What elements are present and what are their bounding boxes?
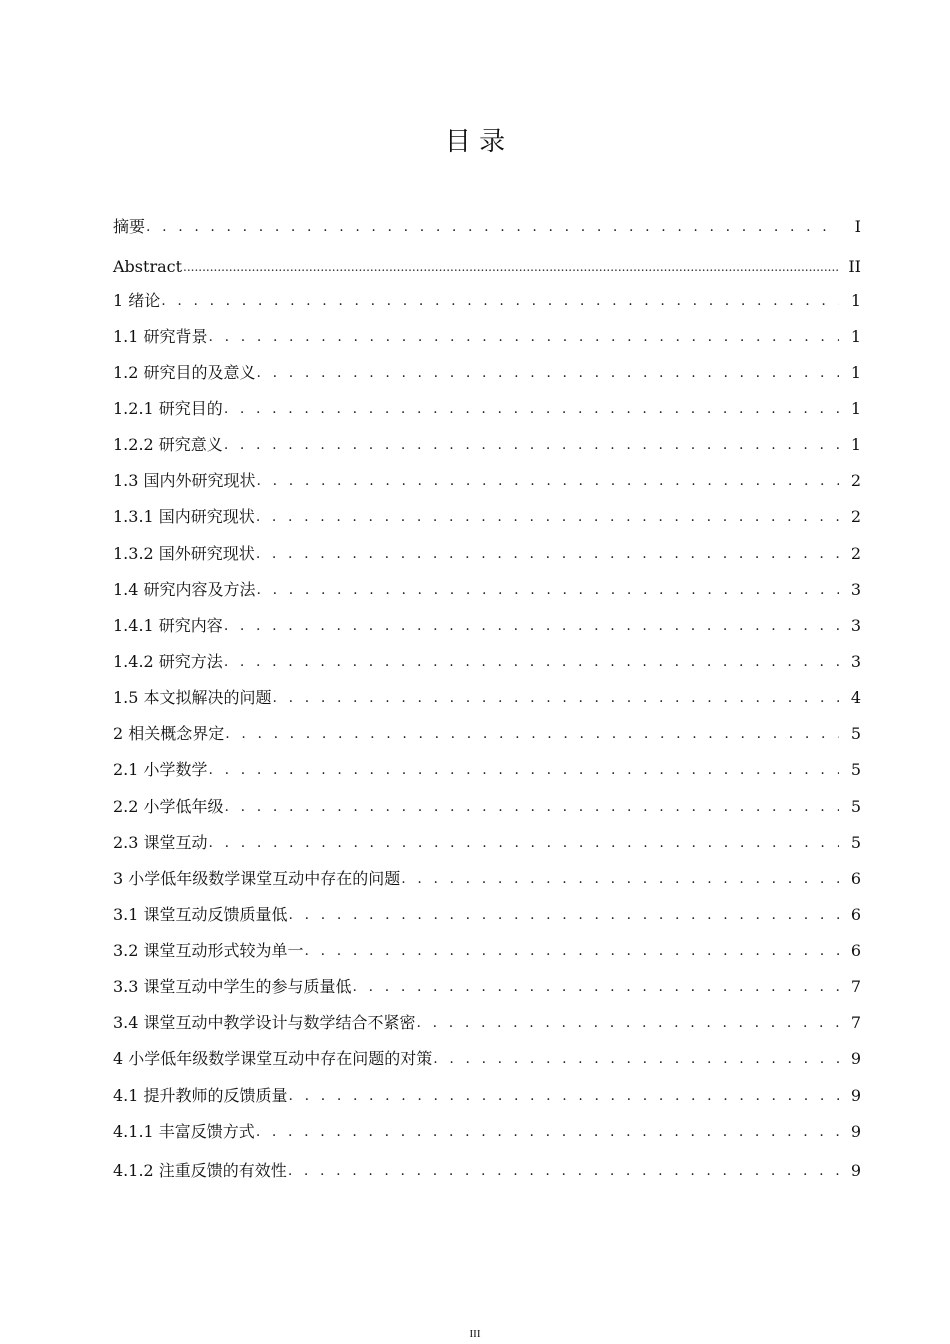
toc-entry-label: 1.4 研究内容及方法 (113, 580, 256, 599)
toc-entry-label: 1.2.2 研究意义 (113, 435, 223, 454)
toc-entry-label: 1 绪论 (113, 291, 161, 310)
toc-leader-dots (257, 363, 839, 383)
toc-leader-dots (353, 977, 839, 997)
toc-entry[interactable] (113, 503, 861, 527)
toc-leader-dots (224, 652, 839, 672)
toc-entry-label: 1.2.1 研究目的 (113, 399, 223, 418)
toc-entry[interactable] (113, 1118, 861, 1142)
toc-leader-dots (305, 941, 839, 961)
toc-entry-page: 4 (850, 688, 861, 707)
toc-leader-dots (256, 1122, 839, 1142)
toc-entry-label: 3 小学低年级数学课堂互动中存在的问题 (113, 869, 401, 888)
toc-entry-label: 摘要 (113, 217, 146, 236)
toc-entry-label: Abstract (113, 257, 183, 276)
toc-entry-label: 3.4 课堂互动中教学设计与数学结合不紧密 (113, 1013, 416, 1032)
toc-leader-dots (225, 797, 839, 817)
toc-entry[interactable] (113, 540, 861, 564)
toc-entry-label: 1.5 本文拟解决的问题 (113, 688, 272, 707)
toc-entry-page: 2 (850, 507, 861, 526)
toc-leader-dots (224, 399, 839, 419)
toc-entry-page: 2 (850, 544, 861, 563)
toc-entry[interactable] (113, 720, 861, 744)
toc-leader-dots (433, 1049, 839, 1069)
toc-leader-dots (209, 833, 839, 853)
toc-entry[interactable] (113, 467, 861, 491)
toc-leader-dots (183, 257, 839, 277)
toc-entry[interactable] (113, 431, 861, 455)
toc-entry-page: 6 (850, 905, 861, 924)
toc-entry-page: 7 (850, 977, 861, 996)
toc-entry-label: 4.1.2 注重反馈的有效性 (113, 1161, 287, 1180)
toc-entry[interactable] (113, 359, 861, 383)
toc-entry-label: 2.3 课堂互动 (113, 833, 208, 852)
toc-leader-dots (401, 869, 839, 889)
toc-leader-dots (161, 291, 839, 311)
page-title: 目 录 (444, 127, 506, 157)
toc-entry-page: 3 (850, 616, 861, 635)
toc-entry-page: 1 (850, 291, 861, 310)
toc-leader-dots (256, 544, 839, 564)
toc-entry[interactable] (113, 865, 861, 889)
toc-entry-label: 2.1 小学数学 (113, 760, 208, 779)
toc-entry-page: 9 (850, 1161, 861, 1180)
toc-entry-page: 6 (850, 941, 861, 960)
toc-entry-label: 1.3 国内外研究现状 (113, 471, 256, 490)
toc-leader-dots (289, 905, 839, 925)
toc-leader-dots (417, 1013, 839, 1033)
toc-leader-dots (209, 327, 839, 347)
toc-entry[interactable] (113, 1157, 861, 1181)
toc-entry[interactable] (113, 901, 861, 925)
toc-entry-page: 1 (850, 363, 861, 382)
toc-entry-page: 5 (850, 724, 861, 743)
toc-entry[interactable] (113, 1009, 861, 1033)
toc-entry-page: 9 (850, 1086, 861, 1105)
toc-entry-page: 5 (850, 797, 861, 816)
toc-entry-page: 9 (850, 1122, 861, 1141)
toc-entry-page: 1 (850, 327, 861, 346)
toc-entry[interactable] (113, 684, 861, 708)
toc-entry[interactable] (113, 213, 861, 237)
toc-entry-page: 1 (850, 435, 861, 454)
toc-entry-page: II (848, 257, 861, 276)
toc-entry-label: 2 相关概念界定 (113, 724, 225, 743)
toc-leader-dots (273, 688, 839, 708)
toc-entry-page: 3 (850, 652, 861, 671)
toc-entry[interactable] (113, 323, 861, 347)
toc-entry[interactable] (113, 576, 861, 600)
toc-entry-label: 4 小学低年级数学课堂互动中存在问题的对策 (113, 1049, 433, 1068)
toc-entry[interactable] (113, 612, 861, 636)
toc-entry-page: I (854, 217, 861, 236)
toc-entry[interactable] (113, 937, 861, 961)
toc-entry-page: 3 (850, 580, 861, 599)
toc-entry-page: 2 (850, 471, 861, 490)
toc-entry-page: 7 (850, 1013, 861, 1032)
toc-entry[interactable] (113, 756, 861, 780)
toc-leader-dots (225, 724, 839, 744)
toc-entry[interactable] (113, 648, 861, 672)
toc-leader-dots (257, 580, 839, 600)
toc-entry-label: 3.3 课堂互动中学生的参与质量低 (113, 977, 352, 996)
toc-entry-label: 2.2 小学低年级 (113, 797, 224, 816)
toc-leader-dots (209, 760, 839, 780)
toc-leader-dots (257, 471, 839, 491)
toc-leader-dots (288, 1161, 839, 1181)
toc-leader-dots (146, 217, 839, 237)
toc-entry[interactable] (113, 973, 861, 997)
toc-entry-label: 3.2 课堂互动形式较为单一 (113, 941, 304, 960)
toc-entry[interactable] (113, 1045, 861, 1069)
toc-entry[interactable] (113, 253, 861, 277)
table-of-contents (113, 0, 861, 1344)
toc-entry[interactable] (113, 287, 861, 311)
toc-entry-label: 4.1.1 丰富反馈方式 (113, 1122, 255, 1141)
toc-entry-label: 1.3.1 国内研究现状 (113, 507, 255, 526)
toc-entry[interactable] (113, 395, 861, 419)
toc-entry-page: 5 (850, 833, 861, 852)
toc-entry-page: 5 (850, 760, 861, 779)
toc-leader-dots (289, 1086, 839, 1106)
toc-entry-page: 9 (850, 1049, 861, 1068)
toc-entry-page: 6 (850, 869, 861, 888)
toc-entry-label: 1.1 研究背景 (113, 327, 208, 346)
toc-entry-label: 1.4.1 研究内容 (113, 616, 223, 635)
toc-entry-label: 3.1 课堂互动反馈质量低 (113, 905, 288, 924)
toc-entry[interactable] (113, 829, 861, 853)
page-number-footer: III (469, 1328, 481, 1340)
toc-entry-label: 1.3.2 国外研究现状 (113, 544, 255, 563)
toc-entry-label: 4.1 提升教师的反馈质量 (113, 1086, 288, 1105)
toc-leader-dots (224, 616, 839, 636)
toc-entry[interactable] (113, 793, 861, 817)
toc-leader-dots (256, 507, 839, 527)
toc-entry-label: 1.4.2 研究方法 (113, 652, 223, 671)
toc-entry[interactable] (113, 1082, 861, 1106)
toc-entry-label: 1.2 研究目的及意义 (113, 363, 256, 382)
toc-entry-page: 1 (850, 399, 861, 418)
toc-leader-dots (224, 435, 839, 455)
